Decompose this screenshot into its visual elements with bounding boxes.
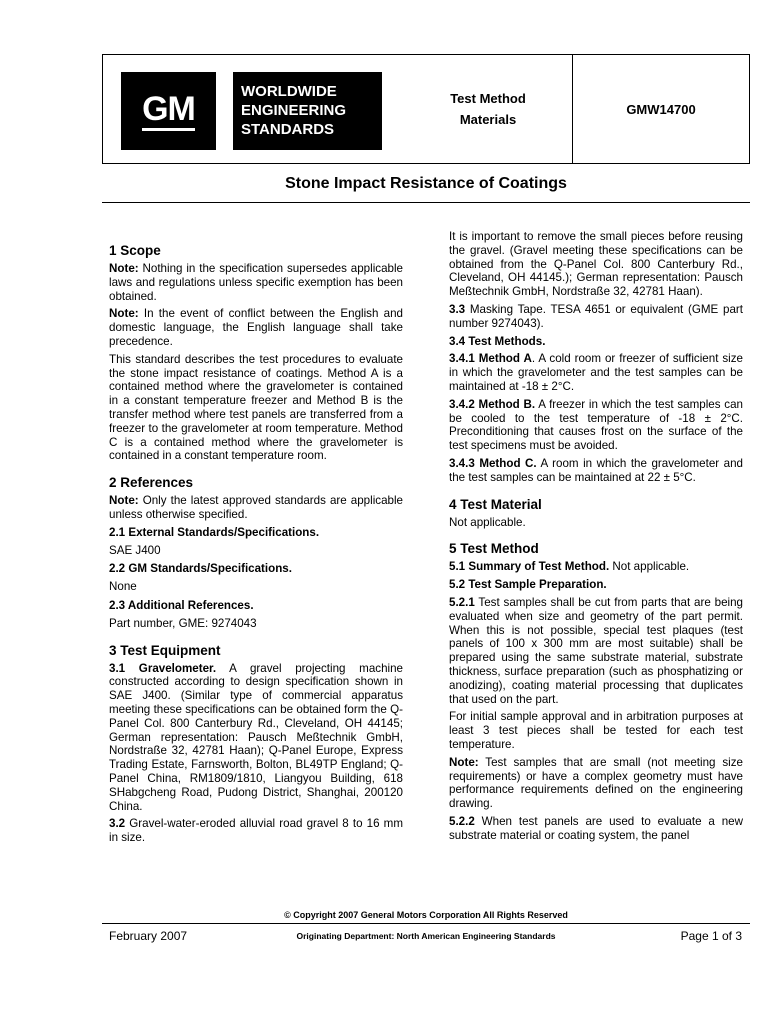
method-a-paragraph [449, 352, 743, 393]
note-label: Note: [449, 755, 479, 769]
test-method-cell [403, 55, 573, 163]
section-label: 3.3 [449, 302, 466, 316]
summary-paragraph [449, 560, 743, 574]
sample-cut-paragraph [449, 596, 743, 706]
section-label: 3.4.2 Method B. [449, 397, 536, 411]
standards-line-1: WORLDWIDE [241, 83, 337, 100]
section-text: Masking Tape. TESA 4651 or equivalent (GME part number 9274043). [449, 302, 743, 330]
section-label: 3.4.1 Method A [449, 352, 532, 366]
worldwide-engineering-standards-badge [233, 72, 382, 150]
external-standards-value: SAE J400 [109, 543, 161, 557]
gravel-continuation: It is important to remove the small pieces before reusing the gravel. (Gravel meeting these specifications can be obtained from the Q-Panel Col. 800 Canterbury Rd., Cleveland, OH 44145.); German representation: Pausch Meßtechnik GmbH, Nordstraße 32, 42781 Haan). [449, 230, 743, 299]
section-label: 5.2.2 [449, 814, 475, 828]
test-methods-heading: 3.4 Test Methods. [449, 334, 546, 348]
external-standards-heading: 2.1 External Standards/Specifications. [109, 525, 320, 539]
gravelometer-paragraph [109, 662, 403, 814]
scope-note-1 [109, 262, 403, 303]
method-b-paragraph [449, 398, 743, 453]
section-label: 5.2.1 [449, 595, 475, 609]
document-title: Stone Impact Resistance of Coatings [285, 175, 567, 192]
footer-department: Originating Department: North American Engineering Standards [296, 931, 556, 941]
footer-rule [102, 923, 750, 924]
additional-references-heading: 2.3 Additional References. [109, 598, 254, 612]
test-material-value: Not applicable. [449, 515, 526, 529]
footer-date: February 2007 [109, 929, 188, 943]
test-method-label: Test Method [450, 91, 526, 106]
document-header [102, 54, 750, 164]
sample-preparation-heading: 5.2 Test Sample Preparation. [449, 578, 607, 592]
note-label: Note: [109, 307, 139, 321]
section-text: Gravel-water-eroded alluvial road gravel 8 to 16 mm in size. [109, 817, 403, 845]
gm-standards-heading: 2.2 GM Standards/Specifications. [109, 562, 292, 576]
masking-tape-paragraph [449, 303, 743, 331]
section-text: A room in which the gravelometer and the test samples can be maintained at 22 ± 5°C. [449, 456, 743, 484]
right-column [449, 230, 743, 846]
scope-body: This standard describes the test procedures to evaluate the stone impact resistance of coatings. Method A is a contained method where the gravelometer is contained in a constant temperature freezer and Method B is the transfer method where test panels are transferred from a freezer to the gravelometer at room temperature. Method C is a contained method where the gravelometer is contained in a constant temperature room. [109, 352, 403, 463]
section-text: Test samples shall be cut from parts that are being evaluated when size and geometry of the part permit. When this is not possible, special test plaques (test panels of 100 x 300 mm are most suitable) shall be prepared using the same substrate material, substrate thickness, surface preparation (such as phosphatizing or anodizing), coating material processing that duplicates that used on the part. [449, 595, 743, 706]
references-note [109, 494, 403, 522]
gm-standards-value: None [109, 580, 137, 594]
doc-number: GMW14700 [626, 101, 696, 117]
gravel-paragraph [109, 817, 403, 845]
scope-note-2 [109, 307, 403, 348]
note-label: Note: [109, 262, 139, 275]
references-heading: 2 References [109, 475, 194, 491]
section-text: When test panels are used to evaluate a new substrate material or coating system, the panel [449, 814, 743, 842]
note-label: Note: [109, 494, 139, 508]
gm-logo-text: GM [142, 92, 195, 131]
note-text: Only the latest approved standards are applicable unless otherwise specified. [109, 494, 403, 521]
scope-heading: 1 Scope [109, 243, 161, 258]
test-equipment-heading: 3 Test Equipment [109, 642, 221, 658]
copyright-notice: © Copyright 2007 General Motors Corporation All Rights Reserved [284, 910, 568, 920]
section-label: 3.2 [109, 817, 126, 831]
section-text: . A cold room or freezer of sufficient size in which the gravelometer and the test samples can be maintained at -18 ± 2°C. [449, 352, 743, 393]
section-label: 3.4.3 Method C. [449, 456, 537, 470]
test-material-heading: 4 Test Material [449, 496, 542, 512]
title-rule [102, 202, 750, 203]
section-label: 3.1 Gravelometer. [109, 661, 217, 675]
sample-note [449, 756, 743, 811]
standards-line-3: STANDARDS [241, 121, 335, 138]
section-label: 5.1 Summary of Test Method. [449, 560, 610, 574]
left-column [109, 242, 403, 849]
additional-references-value: Part number, GME: 9274043 [109, 616, 257, 630]
standards-line-2: ENGINEERING [241, 102, 347, 119]
footer-page-number: Page 1 of 3 [680, 929, 742, 943]
note-text: In the event of conflict between the English and domestic language, the English language shall take precedence. [109, 307, 403, 348]
test-method-heading: 5 Test Method [449, 541, 539, 557]
gm-logo [121, 72, 216, 150]
method-c-paragraph [449, 457, 743, 485]
note-text: Nothing in the specification supersedes applicable laws and regulations unless specific exemption has been obtained. [109, 262, 403, 303]
materials-label: Materials [459, 112, 517, 127]
section-text: A freezer in which the test samples can be cooled to the test temperature of -18 ± 2°C. Preconditioning that causes frost on the surface of the test specimens must be avoided. [449, 397, 743, 453]
section-text: A gravel projecting machine constructed according to design specification shown in SAE J400. (Similar type of commercial apparatus meeting these specifications can be obtained form the Q-Panel Col. 800 Canterbury Rd., Cleveland, OH 44145; German representation: Pausch Meßtechnik GmbH, Nordstraße 32, 42781 Haan); Q-Panel Europe, Express Trading Estate, Farnsworth, Bolton, BL49TP England; Q-Panel China, RM1809/1810, Liangyou Building, 618 SHabgcheng Road, Pudong District, Shanghai, 200120 China. [109, 661, 403, 813]
initial-approval-paragraph: For initial sample approval and in arbitration purposes at least 3 test pieces shall be tested for each test temperature. [449, 710, 743, 751]
new-substrate-paragraph [449, 815, 743, 843]
note-text: Test samples that are small (not meeting size requirements) or have a complex geometry must have performance requirements defined on the engineering drawing. [449, 755, 743, 811]
section-text: Not applicable. [609, 560, 690, 574]
